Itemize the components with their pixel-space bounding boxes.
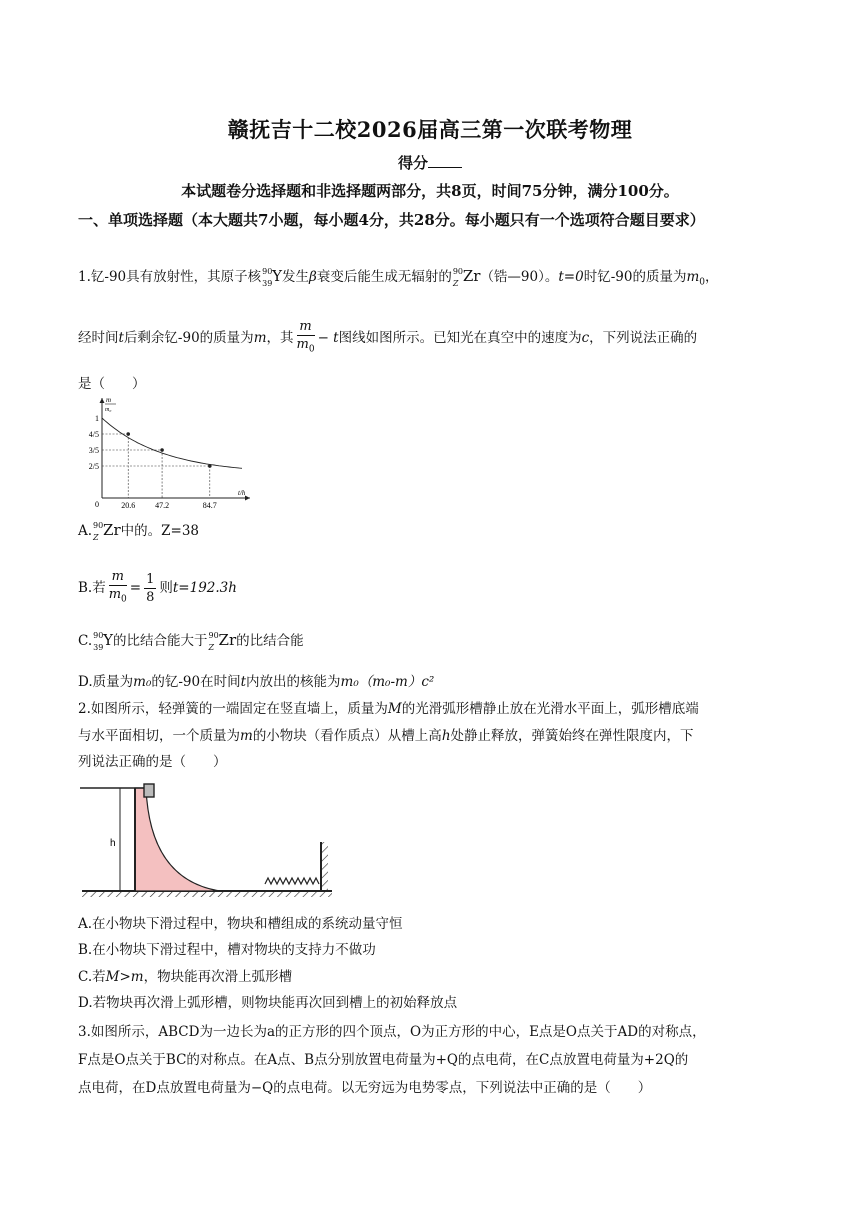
y-axis-arrow: [100, 398, 105, 403]
q3-line3: 点电荷，在D点放置电荷量为−Q的点电荷。以无穷远为电势零点，下列说法中正确的是（ ）: [78, 1080, 652, 1096]
x-tick-label-1: 47.2: [155, 501, 170, 510]
q1-option-c: C. 90 39 Y的比结合能大于 90 Z Zr的比结合能: [78, 630, 304, 652]
small-block: [144, 784, 154, 797]
m-over-m0-fraction: $\frac{m}{m_0}$: [296, 319, 315, 355]
q3-line2: F点是O点关于BC的对称点。在A点、B点分别放置电荷量为+Q的点电荷，在C点放置电荷量为+2Q的: [78, 1052, 689, 1068]
x-tick-label-0: 20.6: [121, 501, 136, 510]
y-tick-label-0: 1: [95, 414, 99, 423]
q1-option-b: B.若 $\frac{m}{m_0}$ = $\frac{1}{8}$ 则t=192.3h: [78, 569, 237, 605]
score-line: [0, 152, 860, 173]
q2-line2: 与水平面相切，一个质量为m的小物块（看作质点）从槽上高h处静止释放，弹簧始终在弹性限度内，下: [78, 728, 694, 744]
q1-option-d: D.质量为m₀的钇-90在时间t内放出的核能为m₀（m₀-m）c²: [78, 674, 435, 690]
q2-option-b: B.在小物块下滑过程中，槽对物块的支持力不做功: [78, 942, 376, 958]
q1-line3: 是（ ）: [78, 376, 146, 392]
data-point-1: [126, 432, 130, 436]
data-point-2: [160, 448, 164, 452]
y-axis-label-den: m₀: [105, 407, 112, 413]
x-tick-label-2: 84.7: [202, 501, 217, 510]
section-heading: 一、单项选择题（本大题共7小题，每小题4分，共28分。每小题只有一个选项符合题目要求）: [78, 211, 705, 229]
q1-line2: 经时间t后剩余钇-90的质量为m，其 $\frac{m}{m_0}$ − t图线如图所示。已知光在真空中的速度为c，下列说法正确的: [78, 318, 788, 359]
spring: [265, 878, 319, 884]
x-axis-arrow: [245, 496, 250, 501]
y-tick-label-3: 2/5: [88, 462, 99, 471]
q1-option-a: A. 90 Z Zr中的。Z=38: [78, 520, 200, 542]
zr90-nuclide: 90 Z: [452, 266, 464, 288]
score-label: 得分: [397, 154, 428, 172]
y-tick-label-1: 4/5: [88, 430, 99, 439]
score-blank: [428, 153, 462, 168]
q2-option-d: D.若物块再次滑上弧形槽，则物块能再次回到槽上的初始释放点: [78, 995, 458, 1011]
y-tick-label-2: 3/5: [88, 446, 99, 455]
data-point-3: [208, 464, 212, 468]
exam-title: 赣抚吉十二校2026届高三第一次联考物理: [227, 117, 633, 142]
y90-nuclide: 90 39: [262, 266, 273, 288]
q2-line1: 2.如图所示，轻弹簧的一端固定在竖直墙上，质量为M的光滑弧形槽静止放在光滑水平面上，弧形槽底端: [78, 701, 699, 717]
q2-option-c: C.若M>m，物块能再次滑上弧形槽: [78, 969, 293, 985]
y-axis-label-num: m: [106, 396, 112, 404]
spring-track-figure: [80, 780, 340, 905]
exam-intro: 本试题卷分选择题和非选择题两部分，共8页，时间75分钟，满分100分。: [181, 182, 679, 200]
q3-line1: 3.如图所示，ABCD为一边长为a的正方形的四个顶点，O为正方形的中心，E点是O点关于AD的对称点，: [78, 1024, 706, 1040]
decay-curve: [102, 418, 242, 468]
x-axis-label: t/h: [238, 489, 246, 497]
decay-chart: [78, 394, 253, 514]
q1-line1: 1.钇-90具有放射性，其原子核 90 39 Y发生β衰变后能生成无辐射的 90 Z Zr（锆—90）。t=0时钇-90的质量为$m_0$，: [78, 266, 719, 288]
q2-line3: 列说法正确的是（ ）: [78, 754, 227, 770]
h-label: h: [110, 838, 116, 849]
q2-option-a: A.在小物块下滑过程中，物块和槽组成的系统动量守恒: [78, 916, 403, 932]
origin-label: 0: [95, 500, 99, 509]
arc-trough: [135, 788, 220, 891]
